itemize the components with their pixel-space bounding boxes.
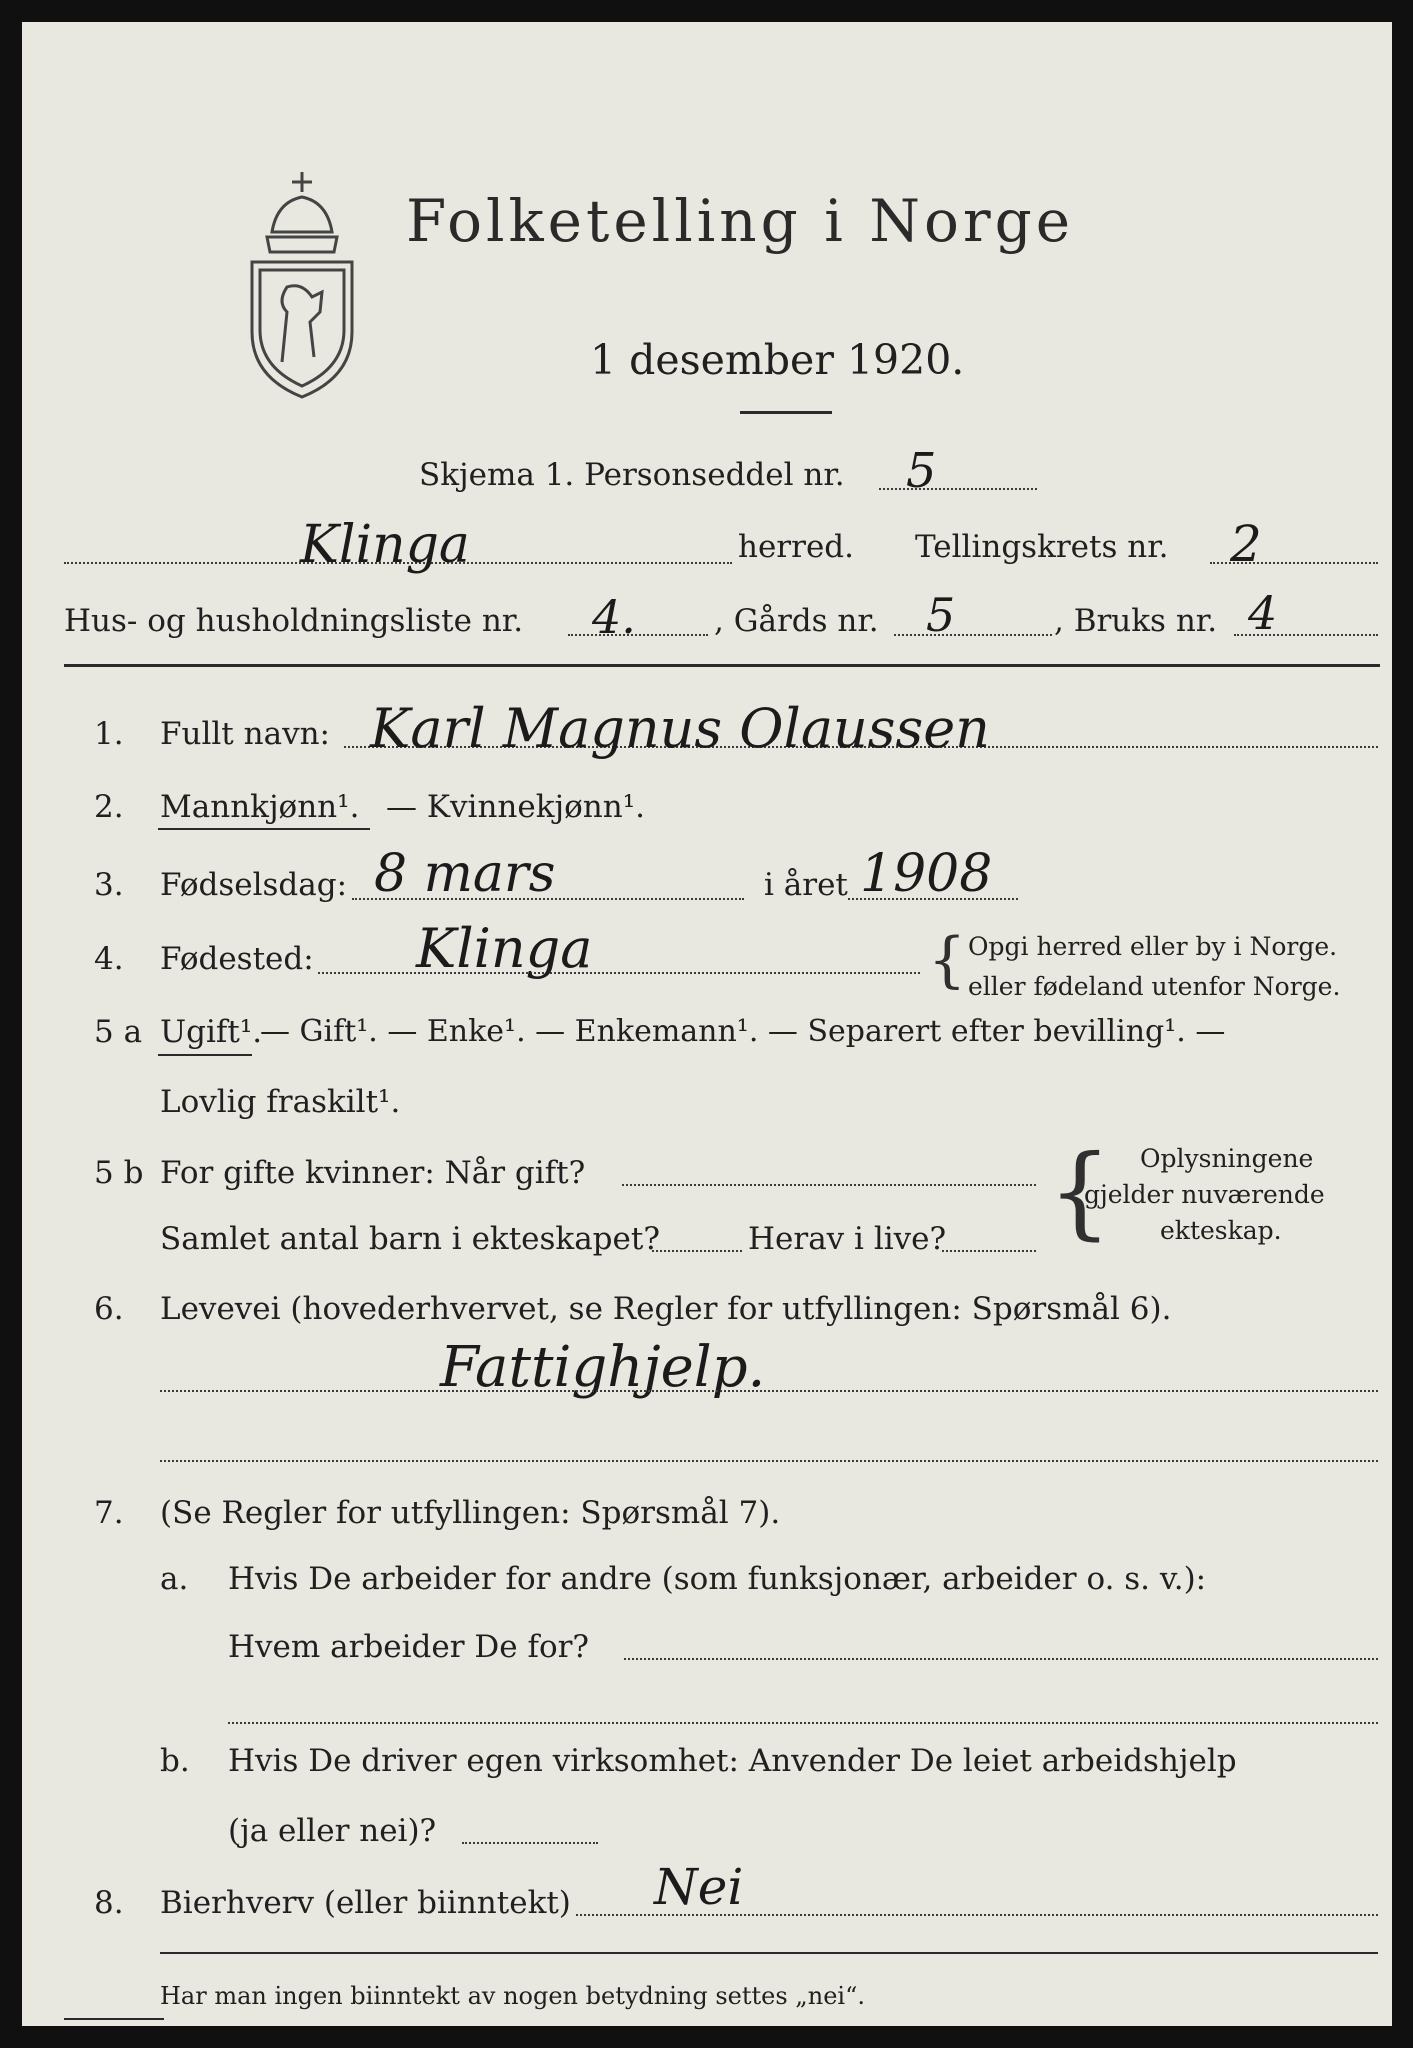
tellingskrets-label: Tellingskrets nr. xyxy=(915,529,1169,565)
header-divider xyxy=(64,664,1380,667)
liste-label: Hus- og husholdningsliste nr. xyxy=(64,603,524,639)
q7-label: (Se Regler for utfyllingen: Spørsmål 7). xyxy=(160,1495,781,1531)
q5b-label-1: For gifte kvinner: Når gift? xyxy=(160,1155,586,1191)
q3-number: 3. xyxy=(94,867,124,903)
footer-divider xyxy=(160,1952,1378,1954)
year-label: i året xyxy=(764,867,848,903)
census-form xyxy=(22,22,1392,2026)
q5b-brace: { xyxy=(1048,1133,1112,1250)
q5b-note-2: gjelder nuværende xyxy=(1084,1180,1325,1209)
skjema-nr-value: 5 xyxy=(906,443,937,499)
q4-note-1: Opgi herred eller by i Norge. xyxy=(968,932,1338,961)
full-name-value: Karl Magnus Olaussen xyxy=(370,697,990,760)
q5b-number: 5 b xyxy=(94,1155,144,1191)
q4-brace: { xyxy=(928,925,967,995)
male-underline xyxy=(158,828,370,830)
q7a-letter: a. xyxy=(160,1561,189,1597)
q8-number: 8. xyxy=(94,1885,124,1921)
form-title: Folketelling i Norge xyxy=(406,187,1075,255)
q7b-label: Hvis De driver egen virksomhet: Anvender De leiet arbeidshjelp xyxy=(228,1743,1237,1779)
q1-label: Fullt navn: xyxy=(160,716,330,752)
q5b-note-1: Oplysningene xyxy=(1140,1144,1314,1173)
married-when-field[interactable] xyxy=(622,1184,1036,1186)
census-date: 1 desember 1920. xyxy=(590,336,965,384)
q5b-label-3: Herav i live? xyxy=(748,1221,947,1257)
title-divider xyxy=(740,411,832,414)
gards-label: , Gårds nr. xyxy=(714,603,879,639)
tellingskrets-value: 2 xyxy=(1230,515,1262,573)
herred-value: Klinga xyxy=(300,515,470,575)
gards-field[interactable] xyxy=(894,634,1052,636)
occupation-field-2[interactable] xyxy=(160,1460,1378,1462)
marital-options[interactable]: — Gift¹. — Enke¹. — Enkemann¹. — Separert efter bevilling¹. — xyxy=(260,1014,1226,1049)
birth-year-value: 1908 xyxy=(860,844,993,904)
skjema-nr-field[interactable] xyxy=(879,488,1037,490)
bottom-left-rule xyxy=(64,2018,164,2020)
employer-field-1[interactable] xyxy=(624,1658,1378,1660)
bruks-value: 4 xyxy=(1248,586,1278,640)
male-option[interactable]: Mannkjønn¹. xyxy=(160,789,360,825)
q5b-note-3: ekteskap. xyxy=(1160,1216,1282,1245)
divorced-option[interactable]: Lovlig fraskilt¹. xyxy=(160,1084,401,1120)
q6-number: 6. xyxy=(94,1291,124,1327)
q7b-letter: b. xyxy=(160,1743,190,1779)
unmarried-option[interactable]: Ugift¹. xyxy=(160,1014,263,1050)
q7b-label-2: (ja eller nei)? xyxy=(228,1813,437,1849)
hired-help-field[interactable] xyxy=(462,1842,598,1844)
gards-value: 5 xyxy=(926,588,956,642)
birthplace-field[interactable] xyxy=(318,972,920,974)
children-alive-field[interactable] xyxy=(942,1250,1036,1252)
occupation-field-1[interactable] xyxy=(160,1390,1378,1392)
female-option[interactable]: — Kvinnekjønn¹. xyxy=(386,789,645,825)
side-income-value: Nei xyxy=(654,1858,744,1916)
q3-label: Fødselsdag: xyxy=(160,867,348,903)
q7a-label: Hvis De arbeider for andre (som funksjonær, arbeider o. s. v.): xyxy=(228,1561,1207,1597)
q5b-label-2: Samlet antal barn i ekteskapet? xyxy=(160,1221,660,1257)
liste-nr-field[interactable] xyxy=(568,634,708,636)
occupation-value: Fattighjelp. xyxy=(440,1335,766,1400)
q5a-number: 5 a xyxy=(94,1014,143,1050)
q1-number: 1. xyxy=(94,716,124,752)
herred-label: herred. xyxy=(738,529,854,565)
q4-label: Fødested: xyxy=(160,941,314,977)
q7a-label-2: Hvem arbeider De for? xyxy=(228,1629,590,1665)
q2-number: 2. xyxy=(94,789,124,825)
q6-label: Levevei (hovederhvervet, se Regler for utfyllingen: Spørsmål 6). xyxy=(160,1291,1172,1327)
q8-label: Bierhverv (eller biinntekt) xyxy=(160,1885,571,1921)
q4-note-2: eller fødeland utenfor Norge. xyxy=(968,972,1341,1001)
q4-number: 4. xyxy=(94,941,124,977)
skjema-label: Skjema 1. Personseddel nr. xyxy=(419,457,845,493)
birthday-value: 8 mars xyxy=(374,844,556,904)
coat-of-arms-icon xyxy=(232,162,372,402)
liste-nr-value: 4. xyxy=(592,590,636,644)
birthplace-value: Klinga xyxy=(416,917,593,980)
bruks-label: , Bruks nr. xyxy=(1054,603,1218,639)
unmarried-underline xyxy=(158,1054,252,1056)
footer-note: Har man ingen biinntekt av nogen betydning settes „nei“. xyxy=(160,1982,865,2010)
employer-field-2[interactable] xyxy=(228,1722,1378,1724)
q7-number: 7. xyxy=(94,1495,124,1531)
children-count-field[interactable] xyxy=(652,1250,742,1252)
